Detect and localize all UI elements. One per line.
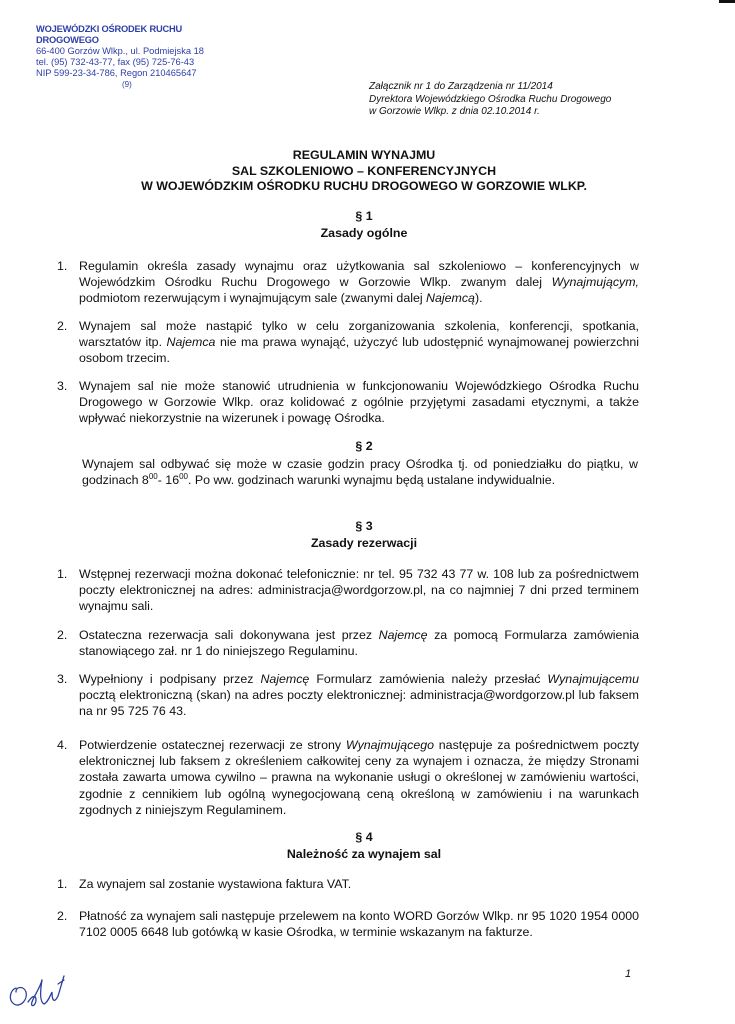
section-1-number: § 1 [355,209,373,223]
item-emphasis: Najemcę [378,628,428,642]
title-line-3: W WOJEWÓDZKIM OŚRODKU RUCHU DROGOWEGO W GORZOWIE WLKP. [141,179,587,193]
para-text: Wynajem sal odbywać się może w czasie godzin pracy Ośrodka tj. od poniedziałku do piątku, w godzinach 8 [82,457,638,488]
scan-edge-mark [719,0,735,3]
item-number: 1. [57,259,68,273]
stamp-address: 66-400 Gorzów Wlkp., ul. Podmiejska 18 [36,46,204,56]
attachment-line-3: w Gorzowie Wlkp. z dnia 02.10.2014 r. [369,106,540,117]
item-number: 3. [57,672,68,686]
title-line-2: SAL SZKOLENIOWO – KONFERENCYJNYCH [231,163,497,178]
section-4-heading: Należność za wynajem sal [286,846,442,861]
item-emphasis: Najemcę [260,672,310,686]
section-3-heading: Zasady rezerwacji [310,535,418,550]
section-1-heading: Zasady ogólne [320,225,408,240]
item-text: Wynajem sal nie może stanowić utrudnienia w funkcjonowaniu Wojewódzkiego Ośrodka Ruchu Drogowego w Gorzowie Wlkp. oraz kolidować z ogólnie przyjętymi zasadami etycznymi, a także wpływać niekorzystnie na wizerunek i powagę Ośrodka. [79,379,639,426]
section-2-header [40,438,688,455]
item-number: 2. [57,319,68,333]
s3-item-3 [57,671,640,720]
item-number: 3. [57,379,68,393]
section-4-header [40,829,688,862]
item-emphasis: Najemcą [426,291,475,306]
stamp-phone: tel. (95) 732-43-77, fax (95) 725-76-43 [36,57,195,67]
section-4-number: § 4 [355,830,373,844]
document-title [40,148,688,195]
item-text: pocztą elektroniczną (skan) na adres poczty elektronicznej: administracja@wordgorzow.pl lub faksem na nr 95 725 76 43. [79,688,639,719]
item-text: Potwierdzenie ostatecznej rezerwacji ze strony [79,738,346,752]
item-text: Regulamin określa zasady wynajmu oraz użytkowania sal szkoleniowo – konferencyjnych w Wojewódzkim Ośrodku Ruchu Drogowego w Gorzowie Wlkp. zwanym dalej [79,259,639,290]
para-text: - 16 [157,473,180,488]
signature-icon [6,966,76,1018]
attachment-note [369,81,669,119]
item-text: nie ma prawa wynająć, użyczyć lub udostępnić wynajmowanej powierzchni osobom trzecim. [79,335,639,366]
s1-item-3 [57,378,639,427]
item-emphasis: Wynajmującemu [547,672,640,686]
section-1-header [40,208,688,241]
page-number: 1 [625,968,632,980]
item-emphasis: Wynajmującego [345,738,435,752]
item-text: Formularz zamówienia należy przesłać [309,672,548,686]
stamp-title: WOJEWÓDZKI OŚRODEK RUCHU DROGOWEGO [36,24,183,45]
item-text: podmiotom rezerwującym i wynajmującym sale (zwanymi dalej [79,291,427,306]
item-number: 1. [57,877,68,891]
s3-item-2 [57,627,639,659]
item-text: Wstępnej rezerwacji można dokonać telefonicznie: nr tel. 95 732 43 77 w. 108 lub za pośrednictwem poczty elektronicznej na adres: administracja@wordgorzow.pl, na co najmniej 7 dni przed terminem wynajmu sali. [79,567,639,614]
item-text: następuje za pośrednictwem poczty elektronicznej lub faksem z określeniem całkowitej ceny za wynajem i oznacza, że między Stronami została zawarta umowa cywilno – prawna na wykonanie usługi o określonej w zamówieniu wartości, zgodnie z cennikiem lub ogólną wynegocjowaną ceną określoną w zamówieniu i na warunkach zgodnych z niniejszym Regulaminem. [79,738,639,817]
stamp-nip: NIP 599-23-34-786, Regon 210465647 [36,68,197,78]
item-emphasis: Najemca [166,335,216,350]
item-number: 2. [57,628,68,642]
institution-stamp [36,24,236,90]
s4-item-1 [57,876,639,892]
section-3-header [40,518,688,551]
hour-superscript: 00 [179,472,188,482]
item-text: Płatność za wynajem sali następuje przelewem na konto WORD Gorzów Wlkp. nr 95 1020 1954 0000 7102 0005 6648 lub gotówką w kasie Ośrodka, w terminie wskazanym na fakturze. [79,909,639,940]
item-text: Ostateczna rezerwacja sali dokonywana jest przez [79,628,379,642]
stamp-code: (9) [122,80,132,89]
s3-item-4 [57,737,639,818]
item-text: za pomocą Formularza zamówienia stanowiącego zał. nr 1 do niniejszego Regulaminu. [79,628,639,659]
item-text: ). [474,291,483,306]
item-emphasis: Wynajmującym, [551,275,639,290]
hour-superscript: 00 [148,472,158,482]
item-text: Za wynajem sal zostanie wystawiona faktura VAT. [79,877,352,891]
section-2-paragraph [82,456,638,488]
item-number: 1. [57,567,68,581]
attachment-line-1: Załącznik nr 1 do Zarządzenia nr 11/2014 [369,81,553,92]
s1-item-2 [57,318,639,367]
section-3-number: § 3 [355,519,373,533]
s3-item-1 [57,566,639,615]
item-text: Wynajem sal może nastąpić tylko w celu zorganizowania szkolenia, konferencji, spotkania, warsztatów itp. [79,319,639,350]
title-line-1: REGULAMIN WYNAJMU [292,148,436,162]
s4-item-2 [57,908,639,940]
s1-item-1 [57,258,639,307]
item-text: Wypełniony i podpisany przez [79,672,261,686]
item-number: 2. [57,909,68,923]
attachment-line-2: Dyrektora Wojewódzkiego Ośrodka Ruchu Drogowego [369,93,612,105]
item-number: 4. [57,738,68,752]
para-text: . Po ww. godzinach warunki wynajmu będą ustalane indywidualnie. [188,473,556,488]
section-2-number: § 2 [355,439,373,453]
